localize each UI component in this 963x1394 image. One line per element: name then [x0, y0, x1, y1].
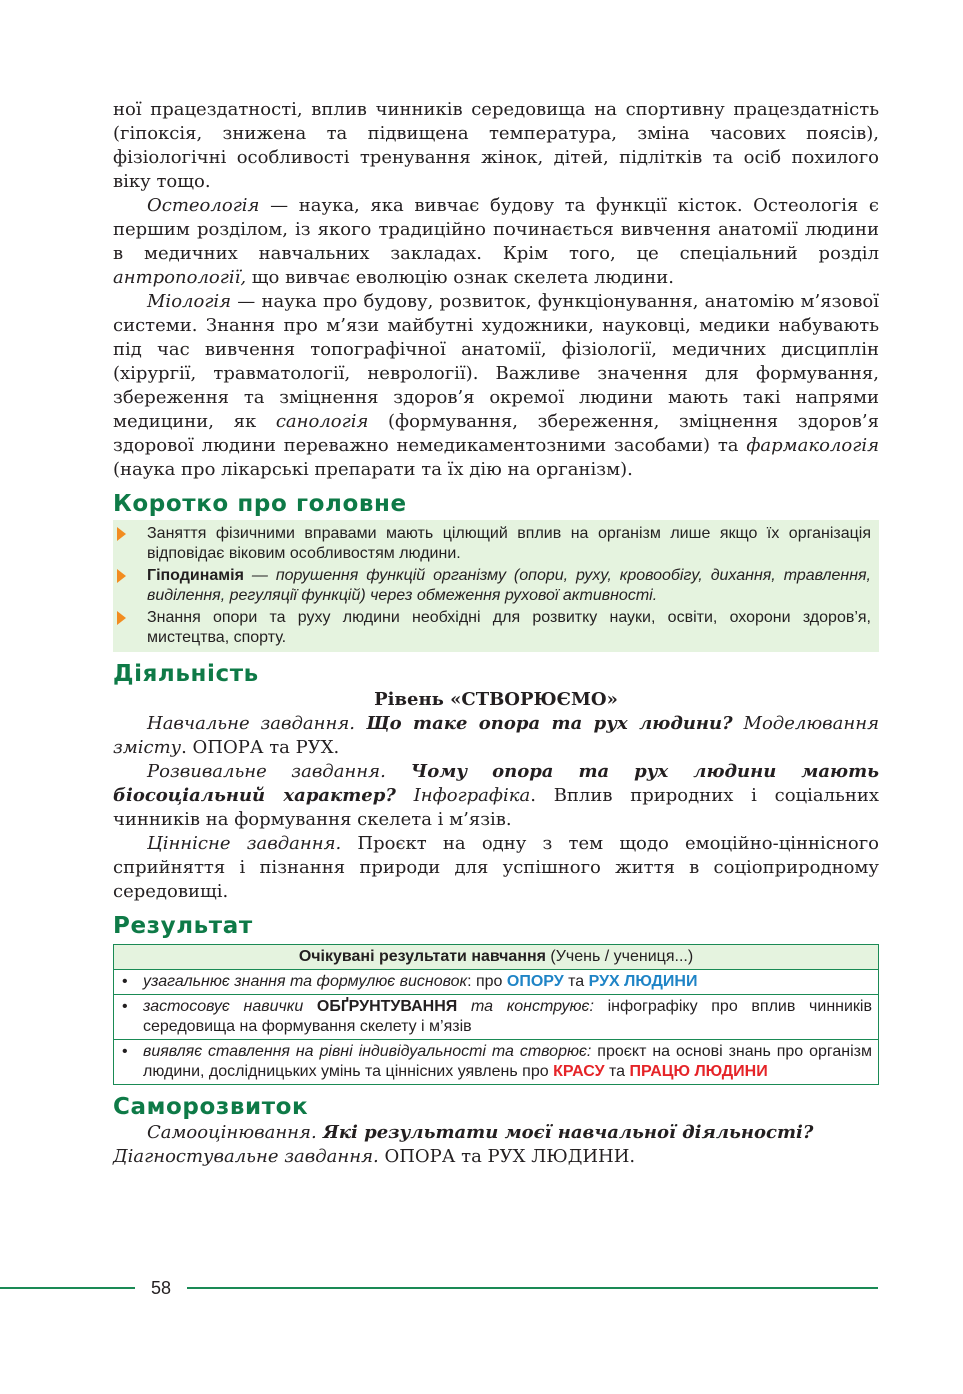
page-footer: [0, 1275, 963, 1303]
activity-heading: Діяльність: [113, 661, 259, 687]
pharmacology-term: фармакологія: [746, 435, 879, 456]
intro-text: ної працездатності, вплив чинників середовища на спортивну працездатність (гіпоксія, знижена та підвищена температура, зміна часових поясів), фізіологічні особливості тренування жінок, дітей, підлітків та осіб похилого віку тощо.: [113, 99, 879, 192]
hypodynamia-term: Гіподинамія: [147, 567, 244, 584]
page-content: [113, 98, 879, 1169]
learning-task: [113, 712, 879, 760]
summary-heading: Коротко про головне: [113, 491, 407, 517]
myology-text: — наука про будову, розвиток, функціонування, анатомію м’язової системи. Знання про м’язи майбутні художники, науковці, медики набувають під час вивчення топографічної анатомії, фізіології, медичних дисциплін (хірургії, травматології, неврології). Важливе значення для формування, збереження та зміцнення здоров’я окремої людини мають такі напрями медицини, як: [113, 291, 879, 432]
highlight-red: КРАСУ: [553, 1063, 605, 1080]
task-label: Ціннісне завдання.: [147, 833, 342, 854]
developing-task: [113, 760, 879, 832]
self-assessment: [113, 1121, 879, 1145]
anthropology-term: антропології,: [113, 267, 247, 288]
osteology-text-end: що вивчає еволюцію ознак скелета людини.: [246, 267, 674, 288]
task-method: Моделювання змісту: [113, 713, 880, 758]
bullet-icon: •: [122, 998, 128, 1015]
table-header-note: (Учень / учениця...): [545, 948, 694, 965]
myology-paragraph: [113, 290, 879, 482]
table-row: • застосовує навички ОБҐРУНТУВАННЯ та конструює: інфографіку про вплив чинників середовища на формування скелету і м’язів: [114, 995, 879, 1040]
task-label: Навчальне завдання.: [147, 713, 355, 734]
osteology-paragraph: [113, 194, 879, 290]
value-task: [113, 832, 879, 904]
page-number: 58: [150, 1278, 172, 1298]
table-row: • узагальнює знання та формулює висновок: про ОПОРУ та РУХ ЛЮДИНИ: [114, 970, 879, 995]
table-header-row: [114, 945, 879, 970]
triangle-bullet-icon: [117, 527, 126, 541]
footer-rule-left: [0, 1287, 135, 1289]
triangle-bullet-icon: [117, 611, 126, 625]
highlight-red: ПРАЦЮ ЛЮДИНИ: [629, 1063, 768, 1080]
osteology-term: Остеологія: [147, 195, 260, 216]
highlight-blue: РУХ ЛЮДИНИ: [588, 973, 698, 990]
sanology-term: санологія: [275, 411, 369, 432]
summary-item: [113, 524, 871, 564]
bullet-icon: •: [122, 973, 128, 990]
task-question: Які результати моєї навчальної діяльності?: [316, 1122, 814, 1143]
results-table: [113, 944, 879, 1085]
summary-item-text: Заняття фізичними вправами мають цілющий вплив на організм лише якщо їх організація відповідає віковим особливостям людини.: [147, 525, 871, 562]
task-question: Що таке опора та рух людини?: [354, 713, 733, 734]
task-label: Діагностувальне завдання.: [113, 1146, 379, 1167]
task-text: . ОПОРА та РУХ.: [181, 737, 340, 758]
selfdev-heading: Саморозвиток: [113, 1094, 309, 1120]
triangle-bullet-icon: [117, 569, 126, 583]
summary-item: [113, 566, 871, 606]
task-label: Розвивальне завдання.: [147, 761, 386, 782]
table-row: • виявляє ставлення на рівні індивідуальності та створює: проєкт на основі знань про організм людини, дослідницьких умінь та ціннісних уявлень про КРАСУ та ПРАЦЮ ЛЮДИНИ: [114, 1040, 879, 1085]
table-header-title: Очікувані результати навчання: [298, 948, 546, 965]
task-method: Інфографіка: [395, 785, 531, 806]
summary-item-text: Знання опори та руху людини необхідні для розвитку науки, освіти, охорони здоров’я, мистецтва, спорту.: [147, 609, 871, 646]
highlight-bold: ОБҐРУНТУВАННЯ: [316, 998, 458, 1015]
intro-paragraph: [113, 98, 879, 194]
osteology-text: — наука, яка вивчає будову та функції кісток. Остеологія є першим розділом, із якого традиційно починається вивчення анатомії людини в медичних навчальних закладах. Крім того, це спеціальний розділ: [113, 195, 879, 264]
task-text: . Вплив природних і соціальних чинників на формування скелета і м’язів.: [113, 785, 879, 830]
myology-text-2: (формування, збереження, зміцнення здоров’я здорової людини переважно немедикаментозними засобами) та: [113, 411, 880, 456]
task-text: Проєкт на одну з тем щодо емоційно-ціннісного сприйняття і пізнання природи для успішного життя в соціоприродному середовищі.: [113, 833, 879, 902]
myology-text-3: (наука про лікарські препарати та їх дію на організм).: [113, 459, 633, 480]
summary-item: [113, 608, 871, 648]
task-question: Чому опора та рух людини мають біосоціальний характер?: [113, 761, 879, 806]
summary-item-text: — порушення функцій організму (опори, руху, кровообігу, дихання, травлення, виділення, регуляції функцій) через обмеження рухової активності.: [147, 567, 871, 604]
bullet-icon: •: [122, 1043, 128, 1060]
footer-rule-right: [187, 1287, 878, 1289]
summary-box: [113, 520, 879, 652]
result-heading: Результат: [113, 913, 253, 939]
task-text: ОПОРА та РУХ ЛЮДИНИ.: [378, 1146, 636, 1167]
diagnostic-task: [113, 1145, 879, 1169]
task-label: Самооцінювання.: [147, 1122, 317, 1143]
activity-level: Рівень «СТВОРЮЄМО»: [374, 689, 618, 710]
myology-term: Міологія: [147, 291, 232, 312]
highlight-blue: ОПОРУ: [506, 973, 564, 990]
table-header-cell: [114, 945, 879, 970]
